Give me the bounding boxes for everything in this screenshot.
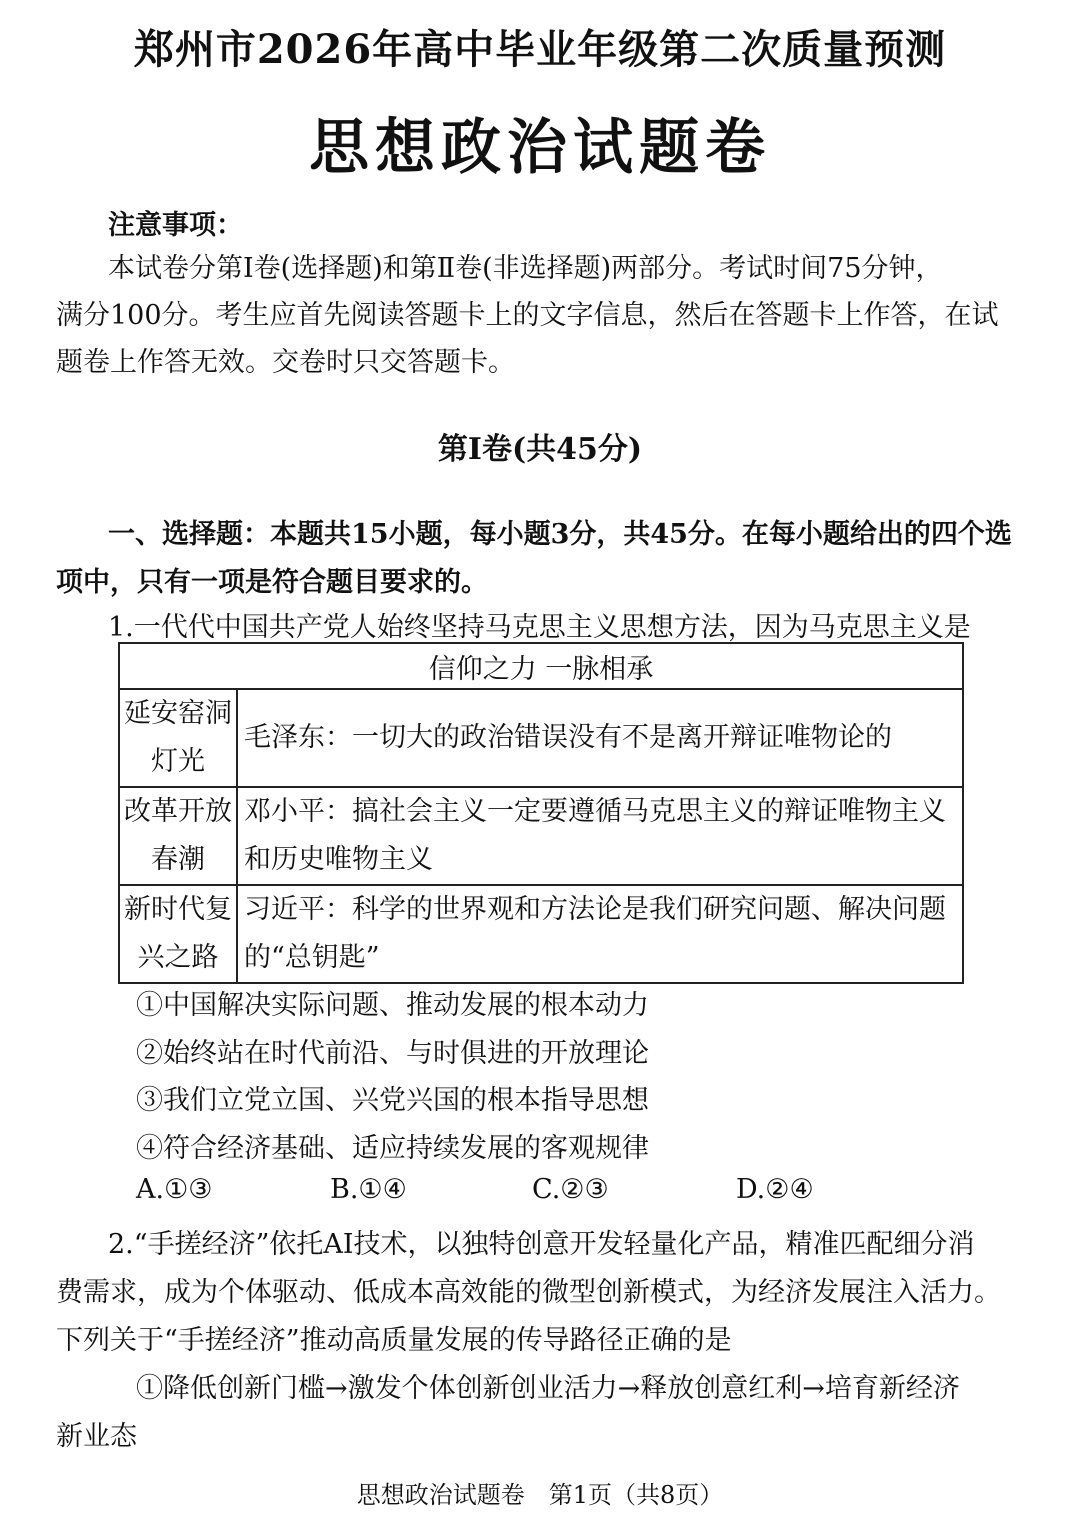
choice-a: A.①③ [136, 1174, 213, 1205]
section-instruction: 项中，只有一项是符合题目要求的。 [56, 567, 488, 598]
question-2-stem: 2.“手搓经济”依托AI技术，以独特创意开发轻量化产品，精准匹配细分消 [108, 1229, 975, 1260]
choice-d: D.②④ [736, 1174, 814, 1205]
exam-subtitle: 思想政治试题卷 [309, 113, 771, 183]
table-row-content: 习近平：科学的世界观和方法论是我们研究问题、解决问题的“总钥匙” [237, 885, 963, 983]
notice-heading: 注意事项： [108, 210, 243, 241]
table-row-content: 邓小平：搞社会主义一定要遵循马克思主义的辩证唯物主义和历史唯物主义 [237, 787, 963, 885]
statement: ②始终站在时代前沿、与时俱进的开放理论 [136, 1038, 649, 1069]
choice-b: B.①④ [330, 1174, 407, 1205]
exam-title: 郑州市2026年高中毕业年级第二次质量预测 [133, 26, 947, 73]
statement: ①中国解决实际问题、推动发展的根本动力 [136, 990, 649, 1021]
question-2-stem: 下列关于“手搓经济”推动高质量发展的传导路径正确的是 [56, 1325, 732, 1356]
statement: 新业态 [56, 1421, 137, 1452]
table-row-label: 改革开放春潮 [119, 787, 237, 885]
page-footer: 思想政治试题卷 第1页（共8页） [356, 1481, 724, 1509]
statement: ④符合经济基础、适应持续发展的客观规律 [136, 1133, 649, 1164]
statement: ③我们立党立国、兴党兴国的根本指导思想 [136, 1085, 649, 1116]
notice-line: 满分100分。考生应首先阅读答题卡上的文字信息，然后在答题卡上作答，在试 [56, 300, 999, 331]
statement: ①降低创新门槛→激发个体创新创业活力→释放创意红利→培育新经济 [136, 1373, 960, 1404]
table-row-label: 延安窑洞灯光 [119, 689, 237, 787]
question-2-stem: 费需求，成为个体驱动、低成本高效能的微型创新模式，为经济发展注入活力。 [56, 1277, 1001, 1308]
question-1-stem: 1.一代代中国共产党人始终坚持马克思主义思想方法，因为马克思主义是 [108, 612, 971, 643]
notice-line: 题卷上作答无效。交卷时只交答题卡。 [56, 347, 515, 378]
table-header: 信仰之力 一脉相承 [119, 643, 963, 689]
table-row-content: 毛泽东：一切大的政治错误没有不是离开辩证唯物论的 [237, 689, 963, 787]
notice-line: 本试卷分第Ⅰ卷(选择题)和第Ⅱ卷(非选择题)两部分。考试时间75分钟， [108, 253, 943, 284]
section-title: 第Ⅰ卷(共45分) [437, 432, 643, 467]
table-row-label: 新时代复兴之路 [119, 885, 237, 983]
choice-c: C.②③ [532, 1174, 609, 1205]
quote-table [118, 642, 964, 984]
section-instruction: 一、选择题：本题共15小题，每小题3分，共45分。在每小题给出的四个选 [108, 519, 1012, 550]
